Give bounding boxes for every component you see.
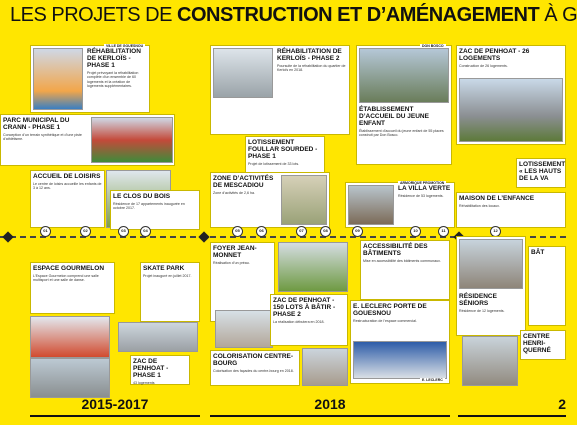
period-next: 2 (458, 393, 566, 417)
card-lotissement-valy (516, 158, 566, 188)
card-title: ZAC DE PENHOAT - 26 LOGEMENTS (459, 48, 530, 62)
card-title: MAISON DE L’ENFANCE (459, 195, 535, 202)
card-bat (528, 246, 566, 326)
marker-10: 10 (410, 226, 421, 237)
tag-gouesnou: VILLE DE GOUESNOU (106, 44, 144, 48)
card-body: Réhabilitation des locaux. (459, 204, 500, 208)
card-kerlois-2 (210, 45, 350, 135)
card-title: ESPACE GOURMELON (33, 265, 105, 272)
card-title: BÂT (531, 249, 545, 256)
photo-leclerc (353, 341, 447, 379)
card-leclerc (350, 300, 450, 384)
card-body: Restructuration de l’espace commercial. (353, 319, 417, 323)
page-title: LES PROJETS DE CONSTRUCTION ET D’AMÉNAGEMENT À G (10, 4, 577, 26)
card-title: LA VILLA VERTE (398, 185, 451, 192)
card-gourmelon (30, 262, 115, 314)
card-body: Conception d’un terrain synthétique et d’une piste d’athlétisme. (3, 133, 82, 142)
photo-bourg (302, 348, 348, 386)
card-skate-park (140, 262, 200, 322)
card-title: LOTISSEMENT « LES HAUTS DE LA VA (519, 161, 566, 182)
marker-09: 09 (352, 226, 363, 237)
card-body: L’Espace Gourmelon comprend une salle multisport et une salle de danse. (33, 274, 99, 283)
card-body: Colorisation des façades du centre-bourg en 2018. (213, 369, 294, 373)
tag-leclerc: E. LECLERC (422, 378, 443, 382)
card-body: Réalisation d’un préau. (213, 261, 250, 265)
photo-gourmelon-2 (30, 358, 110, 398)
card-colorisation (210, 350, 300, 386)
card-title: ACCUEIL DE LOISIRS (33, 173, 101, 180)
card-title: CENTRE HENRI-QUERNÉ (523, 333, 551, 354)
card-title: ZONE D’ACTIVITÉS DE MESCADIOU (213, 175, 274, 189)
card-title: RÉSIDENCE SÉNIORS (459, 293, 497, 307)
photo-pitch (278, 242, 348, 292)
photo-building (359, 48, 449, 103)
card-body: Construction de 26 logements. (459, 64, 508, 68)
card-title: LE CLOS DU BOIS (113, 193, 171, 200)
card-body: Projet de lotissement de 33 lots. (248, 162, 300, 166)
period-2015-2017: 2015-2017 (30, 393, 200, 417)
photo-gourmelon (30, 316, 110, 358)
photo-villa (348, 185, 394, 225)
period-2018: 2018 (210, 393, 450, 417)
timeline-diamond-1 (2, 231, 13, 242)
card-residence-seniors (456, 236, 526, 336)
card-body: Projet prévoyant la réhabilitation complète d’un ensemble de 60 logements et la création de logements supplémentaires. (87, 71, 139, 89)
card-title: RÉHABILITATION DE KERLOÏS - PHASE 2 (277, 48, 342, 62)
photo-seniors (459, 239, 523, 289)
card-title: LOTISSEMENT FOULLAR SOURDED - PHASE 1 (248, 139, 318, 160)
card-body: Le centre de loisirs accueille les enfants de 3 à 12 ans. (33, 182, 102, 191)
photo-querne (462, 336, 518, 386)
card-title: E. LECLERC PORTE DE GOUESNOU (353, 303, 427, 317)
card-title: ZAC DE PENHOAT - PHASE 1 (133, 358, 169, 379)
card-title: COLORISATION CENTRE-BOURG (213, 353, 294, 367)
card-body: Établissement d’accueil du jeune enfant de 55 places construit par Don Bosco. (359, 129, 444, 138)
photo-aerial (281, 175, 327, 225)
marker-12: 12 (490, 226, 501, 237)
card-penhoat-26 (456, 45, 566, 145)
timeline-diamond-2 (198, 231, 209, 242)
card-accueil-loisirs (30, 170, 105, 228)
card-body: Résidence de 53 logements. (398, 194, 444, 198)
marker-06: 06 (256, 226, 267, 237)
card-body: Résidence de 12 logements. (459, 309, 505, 313)
card-foyer-enfant (356, 45, 452, 165)
tag-don-bosco: DON BOSCO (422, 44, 444, 48)
photo-monnet (215, 310, 273, 348)
card-mescadiou (210, 172, 330, 228)
card-title: ACCESSIBILITÉ DES BÂTIMENTS (363, 243, 428, 257)
marker-02: 02 (80, 226, 91, 237)
photo-stadium (91, 117, 173, 163)
card-title: FOYER JEAN-MONNET (213, 245, 257, 259)
marker-03: 03 (118, 226, 129, 237)
card-title: RÉHABILITATION DE KERLOÏS - PHASE 1 (87, 48, 141, 69)
card-title: PARC MUNICIPAL DU CRANN - PHASE 1 (3, 117, 70, 131)
marker-07: 07 (296, 226, 307, 237)
photo-housing (213, 48, 273, 98)
card-body: Poursuite de la réhabilitation du quartier de Kerloïs en 2018. (277, 64, 346, 73)
card-body: Résidence de 17 appartements inaugurée en octobre 2017. (113, 202, 185, 211)
marker-11: 11 (438, 226, 449, 237)
card-body: Zone d’activités de 2,6 ha. (213, 191, 255, 195)
card-henri-querne (520, 330, 566, 360)
card-maison-enfance (456, 192, 566, 228)
marker-08: 08 (320, 226, 331, 237)
photo-skate (118, 322, 198, 352)
card-body: Projet inauguré en juillet 2017. (143, 274, 192, 278)
card-penhoat-1 (130, 355, 190, 385)
card-body: La réalisation débutera en 2018. (273, 320, 325, 324)
card-title: ZAC DE PENHOAT - 150 LOTS À BÂTIR - PHASE 2 (273, 297, 336, 318)
card-villa-verte (345, 182, 455, 228)
card-body: Mise en accessibilité des bâtiments communaux. (363, 259, 441, 263)
card-body: 43 logements (133, 381, 155, 385)
card-clos-du-bois (110, 190, 200, 230)
marker-04: 04 (140, 226, 151, 237)
tag-armorique: ARMORIQUE PROMOTION (400, 181, 445, 185)
marker-05: 05 (232, 226, 243, 237)
card-penhoat-150 (270, 294, 348, 346)
card-title: ÉTABLISSEMENT D’ACCUEIL DU JEUNE ENFANT (359, 106, 429, 127)
card-title: SKATE PARK (143, 265, 185, 272)
card-kerlois-1 (30, 45, 150, 113)
photo-gym (33, 48, 83, 110)
card-crann (0, 114, 175, 166)
marker-01: 01 (40, 226, 51, 237)
card-accessibilite (360, 240, 450, 300)
photo-houses (459, 78, 563, 142)
